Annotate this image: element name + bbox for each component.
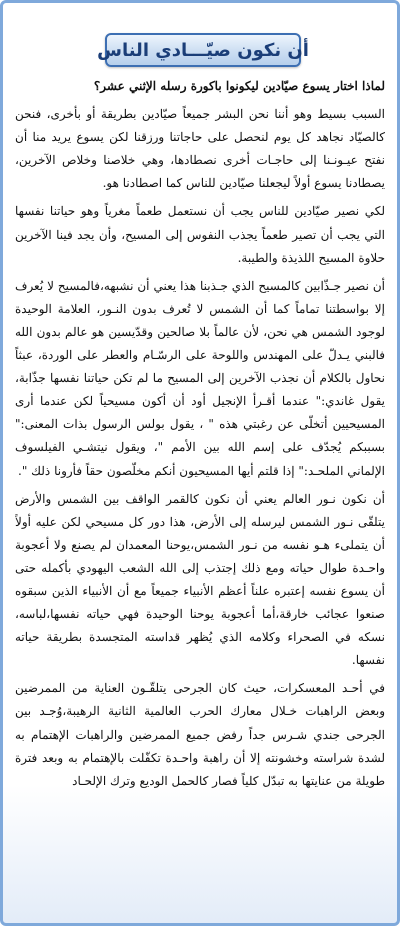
title-banner: [97, 33, 309, 67]
paragraph-1: السبب بسيط وهو أننا نحن البشر جميعاً صيّادين بطريقة أو بأخرى، فنحن كالصيّاد نجاهد كل يوم لنحصل على حاجاتنا ورزقنا لكن يسوع يريد منا أن نفتح عيـونـنا إلى حاجـات أخرى نصطادها، وهي خلاصنا وخلاص الآخرين، يصطادنا يسوع أولاً ليجعلنا صيّادين للناس كما اصطادنا هو.: [15, 107, 385, 191]
paragraph-3: أن نصير جـذّابين كالمسيح الذي جـذبنا هذا يعني أن نشبهه،فالمسيح لا يُعرف إلا بواسطتنا تماماً كما أن الشمس لا تُعرف بدون النـور، العلامة الوحيدة لوجود الشمس هي نحن، لأن عالماً بلا صالحين وقدّيسين هو عالم بدون الله فالبني يـدلّ على المهندس واللوحة على الرسّـام والعطر على الوردة، عبثاً نحاول بالكلام أن نجذب الآخرين إلى المسيح ما لم تكن حياتنا نفسها جذّابة، يقول غاندي:" عندما أقـرأ الإنجيل أود أن أكون مسيحياً لكن عندما أرى المسيحيين أتخلّى عن رغبتي هذه " ، يقول بولس الرسول بذات المعنى:" بسببكم يُجدّف على إسم الله بين الأمم "، ويقول نيتشـي الفيلسوف الإلماني الملحـد:" إذا قلتم أيها المسيحيون أنكم مخلّصون حقاً فأرونا ذلك ".: [15, 278, 385, 478]
page-title: أن نكون صيّـــادي الناس: [97, 39, 309, 61]
article-body: [15, 75, 385, 917]
paragraph-2: لكي نصير صيّادين للناس يجب أن نستعمل طعماً مغرياً وهو حياتنا نفسها التي يجب أن تصير طعماً يجذب النفوس إلى المسيح، وأن يجد فينا الآخرين حلاوة المسيح اللذيذة والطيبة.: [15, 204, 385, 265]
paragraph-4: أن نكون نـور العالم يعني أن نكون كالقمر الواقف بين الشمس والأرض يتلقّى نـور الشمس ليرسله إلى الأرض، هذا دور كل مسيحي لكن عليه أولاً أن يتملىء هـو نفسه من نـور الشمس،يوحنا المعمدان لم يصنع ولا أعجوبة واحـدة طوال حياته ومع ذلك إجتذب إلى الله الشعب اليهودي بأكمله حتى أن يسوع نفسه إعتبره علناً أعظم الأنبياء جميعاً مع أن الأنبياء الذين سبقوه صنعوا عجائب خارقة،أما أعجوبة يوحنا الوحيدة فهي حياته نفسها،لباسه، نسكه في الصحراء وكلامه الذي يُظهر قداسته المتجسدة بطريقة حياته نفسها.: [15, 491, 385, 668]
opening-question: لماذا اختار يسوع صيّادين ليكونوا باكورة رسله الإثني عشر؟: [93, 79, 385, 93]
paragraph-5: في أحـد المعسكرات، حيث كان الجرحى يتلقّـون العناية من الممرضين وبعض الراهبات خـلال معارك الحرب العالمية الثانية الرهيبة،وُجـد بين الجرحى جندي شـرس جداً رفض جميع الممرضين والراهبات الإهتمام به لشدة شراسته وخشونته إلا أن راهبة واحـدة تكفّلت بالإهتمام به وبعد فترة طويلة من عنايتها به تبدّل كلياً فصار كالحمل الوديع وترك الإلحـاد: [15, 681, 385, 788]
